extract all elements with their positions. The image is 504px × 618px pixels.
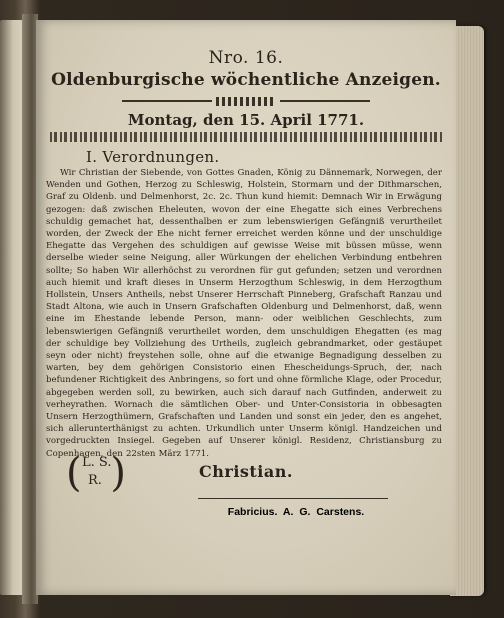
facing-page-edge [0, 20, 22, 595]
seal-mark [66, 451, 132, 497]
royal-signature: Christian. [199, 461, 293, 481]
masthead-title: Oldenburgische wöchentliche Anzeigen. [51, 70, 441, 90]
ornament-center [216, 97, 276, 106]
section-title: I. Verordnungen. [86, 148, 220, 166]
seal-line-2: R. [88, 473, 102, 488]
seal-line-1: L. S. [82, 455, 112, 470]
ornament-divider [46, 95, 446, 107]
countersignature: Fabricius. A. G. Carstens. [227, 506, 365, 518]
seal-bracket-left: ( [66, 450, 82, 496]
signature-rule [198, 498, 388, 499]
dateline: Montag, den 15. April 1771. [127, 111, 365, 129]
page-content [46, 22, 446, 481]
ornament-line-left [122, 100, 212, 102]
seal-bracket-right: ) [110, 450, 126, 496]
ornamental-border [50, 132, 442, 142]
issue-number: Nro. 16. [208, 48, 284, 68]
ornament-line-right [280, 100, 370, 102]
decree-text: Wir Christian der Siebende, von Gottes Gnaden, König zu Dännemark, Norwegen, der Wenden und Gothen, Herzog zu Schleswig, Holstein, Stormarn und der Dithmarschen, Graf zu Oldenb. und Delmenhorst, 2c. 2c. Thun kund hiemit: Demnach Wir in Erwägung gezogen: daß zwischen Eheleuten, wovon der eine Ehegatte sich eines Verbrechens schuldig gemachet hat, dessenthalben er zum lebenswierigen Gefängniß verurtheilet worden, der Zweck der Ehe nicht ferner erreichet werden könne und der unschuldige Ehegatte das Vergehen des schuldigen auf gewisse Weise mit büssen müsse, wenn derselbe wieder seine Neigung, aller Würkungen der ehelichen Verbindung entbehren sollte; So haben Wir allerhöchst zu verordnen für gut gefunden; setzen und verordnen auch hiemit und kraft dieses in Unserm Herzogthum Schleswig, in dem Herzogthum Hollstein, Unsers Antheils, nebst Unserer Herrschaft Pinneberg, Grafschaft Ranzau und Stadt Altona, wie auch in Unsern Grafschaften Oldenburg und Delmenhorst, daß, wenn eine im Ehestande lebende Person, mann- oder weiblichen Geschlechts, zum lebenswierigen Gefängniß verurtheilet worden, dem unschuldigen Ehegatten (es mag der schuldige bey Vollziehung des Urtheils, zugleich gebrandmarket, oder gestäupet seyn oder nicht) freystehen solle, ohne auf die etwanige Begnadigung desselben zu warten, bey dem gehörigen Consistorio einen Ehescheidungs-Spruch, der, nach befundener Richtigkeit des Anbringens, so fort und ohne förmliche Klage, oder Procedur, abgegeben werden soll, zu bewirken, auch sich darauf nach Gutfinden, anderweit zu verheyrathen. Wornach die sämtlichen Ober- und Unter-Consistoria in obbesagten Unsern Herzogthümern, Grafschaften und Landen und sonst ein jeder, den es angehet, sich allerunterthänigst zu achten. Urkundlich unter Unserm königl. Handzeichen und vorgedruckten Insiegel. Gegeben auf Unserer königl. Residenz, Christiansburg zu Copenhagen, den 22sten März 1771. [46, 168, 442, 459]
